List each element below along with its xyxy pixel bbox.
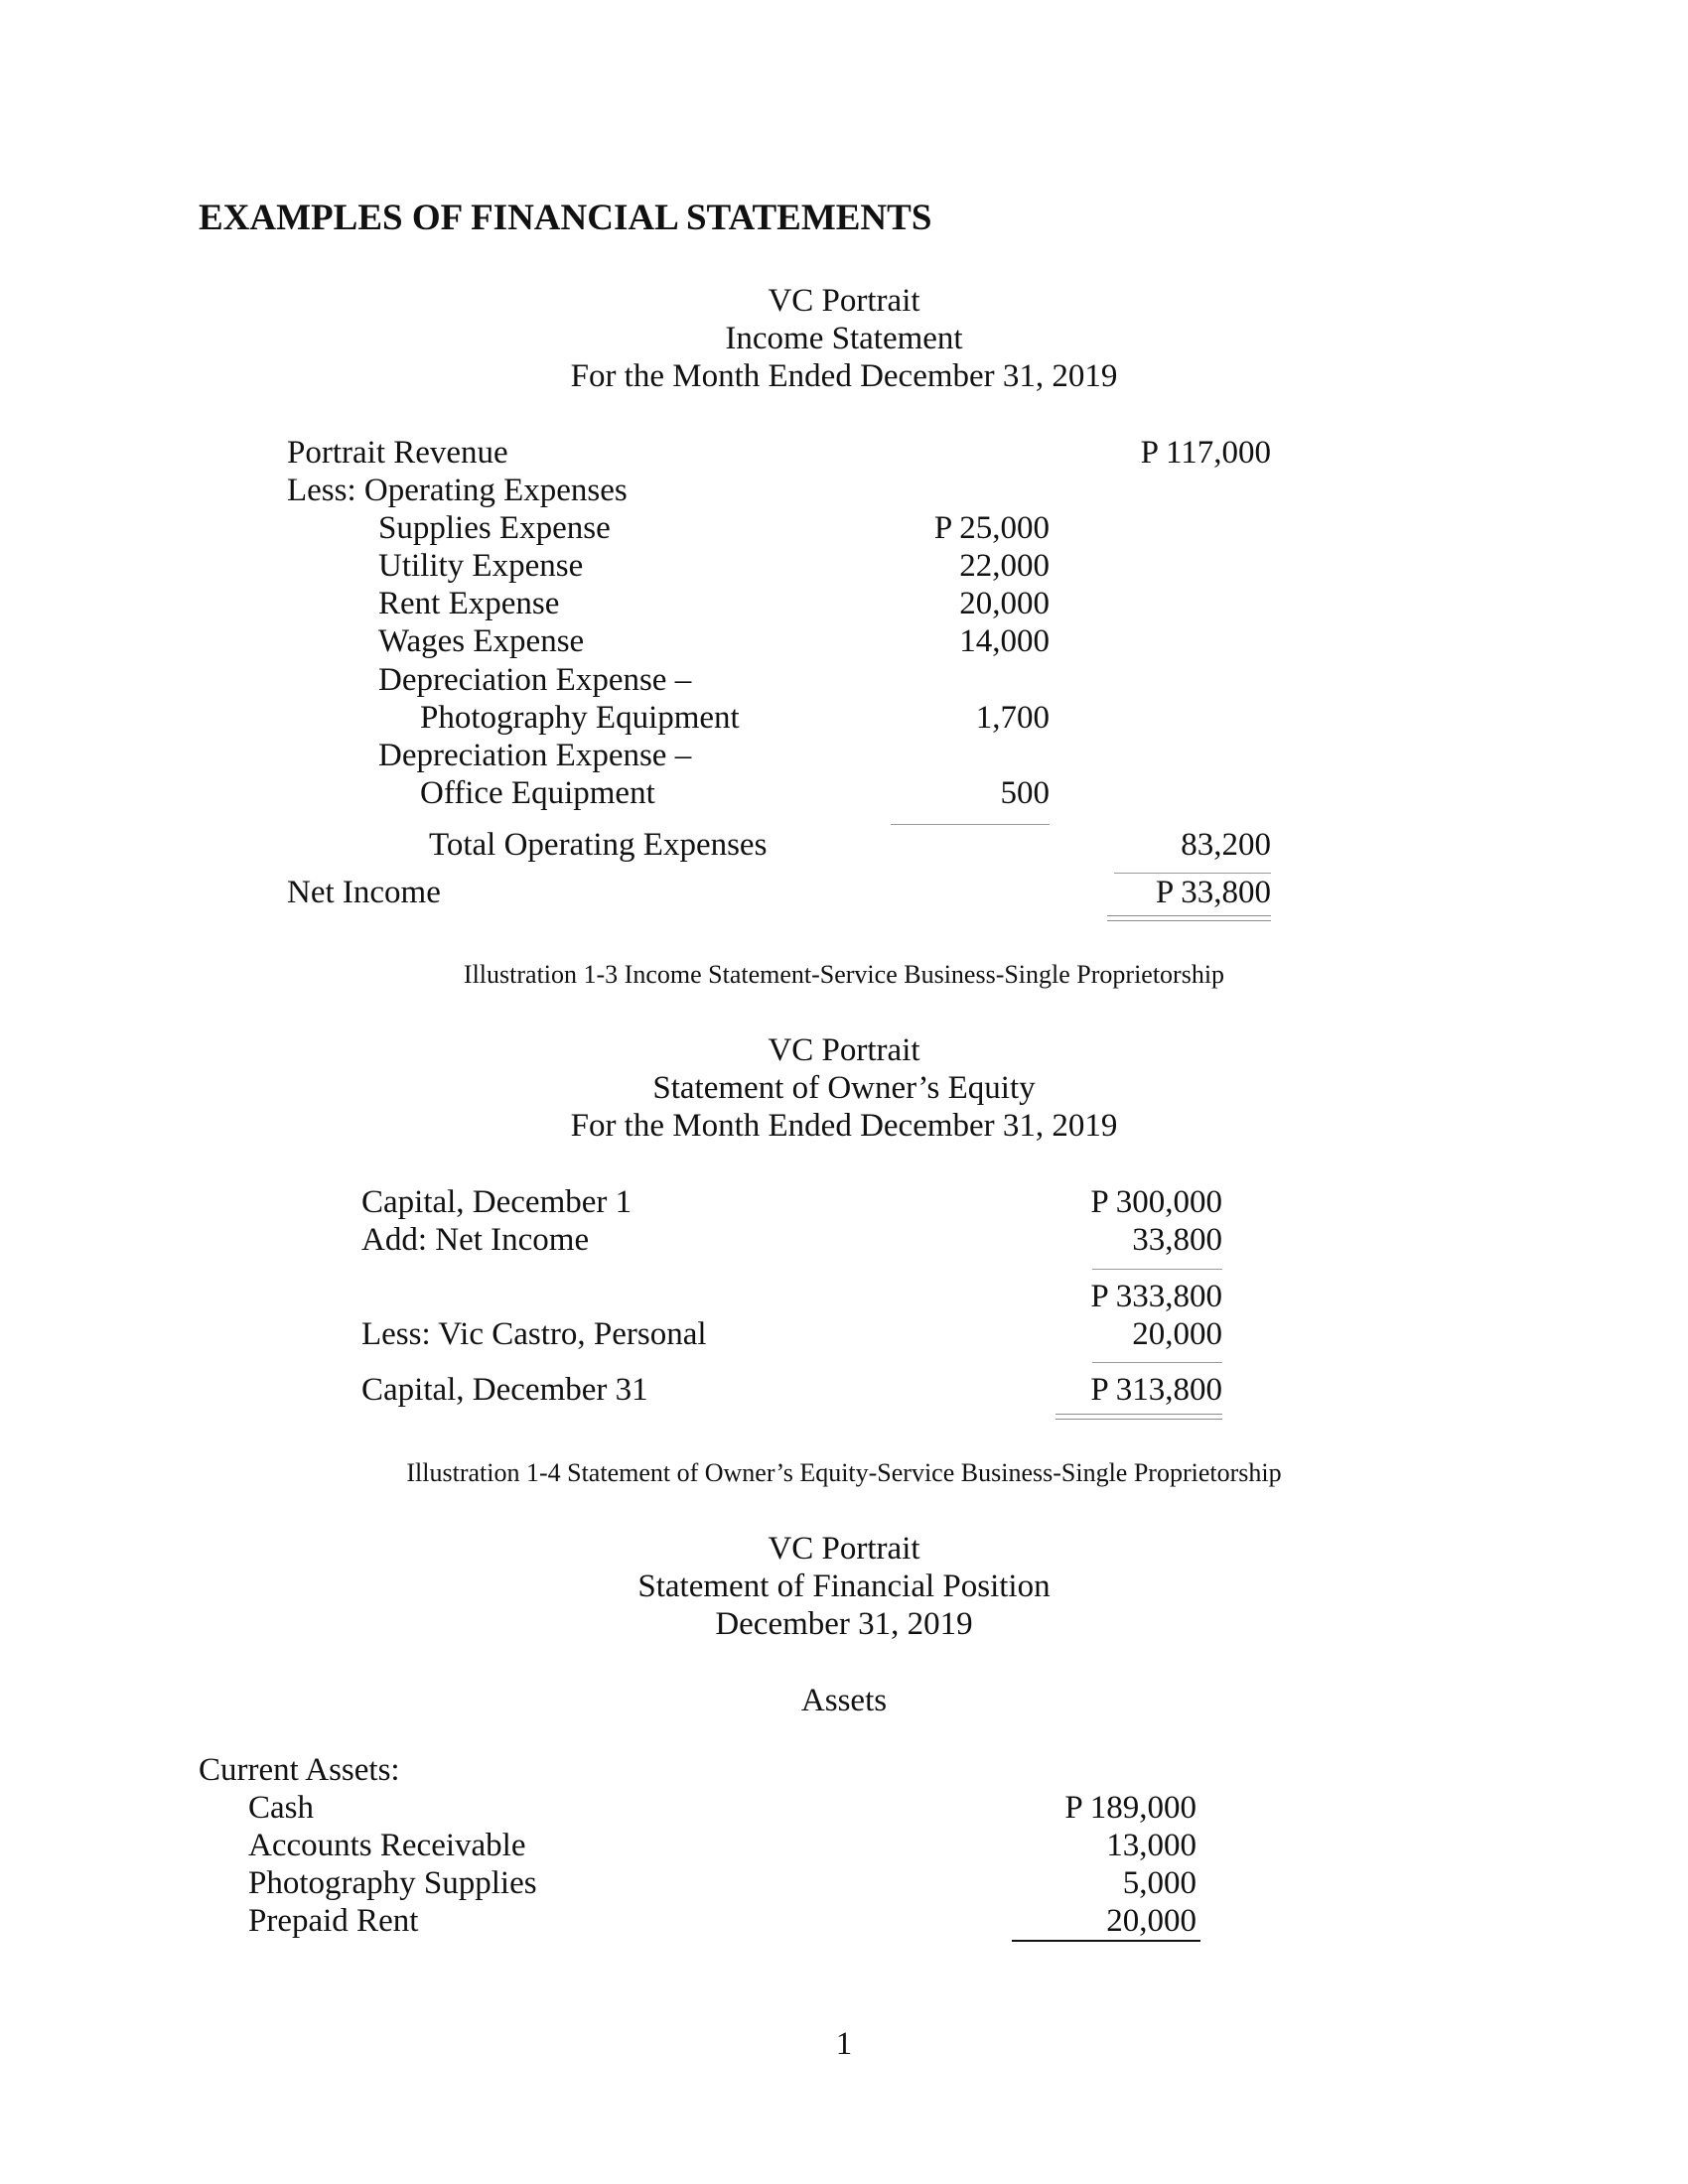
asset-value: 5,000 — [1122, 1865, 1196, 1901]
asset-label: Photography Supplies — [248, 1865, 537, 1901]
capital-begin-value: P 300,000 — [1090, 1184, 1222, 1220]
expense-label: Supplies Expense — [378, 510, 611, 546]
capital-begin-label: Capital, December 1 — [361, 1184, 633, 1220]
revenue-value: P 117,000 — [1140, 435, 1271, 471]
assets-heading: Assets — [800, 1683, 888, 1718]
expense-value: 1,700 — [975, 700, 1050, 736]
capital-end-label: Capital, December 31 — [361, 1372, 648, 1408]
fp-company: VC Portrait — [768, 1531, 920, 1567]
fp-date: December 31, 2019 — [715, 1606, 973, 1642]
current-assets-underline — [1012, 1940, 1200, 1942]
expense-label: Rent Expense — [378, 586, 560, 621]
capital-end-value: P 313,800 — [1090, 1372, 1222, 1408]
withdrawals-value: 20,000 — [1132, 1316, 1222, 1352]
add-net-income-value: 33,800 — [1132, 1222, 1222, 1258]
is-company: VC Portrait — [768, 283, 920, 319]
asset-label: Accounts Receivable — [248, 1828, 526, 1863]
expense-label: Utility Expense — [378, 548, 584, 584]
oe-caption: Illustration 1-4 Statement of Owner’s Equity-Service Business-Single Proprietorship — [406, 1458, 1282, 1487]
asset-label: Cash — [248, 1790, 314, 1826]
expense-label: Wages Expense — [378, 623, 585, 659]
asset-value: P 189,000 — [1064, 1790, 1196, 1826]
page-title: EXAMPLES OF FINANCIAL STATEMENTS — [199, 198, 932, 238]
expense-label-continued: Photography Equipment — [420, 700, 740, 736]
subtotal-underline — [1092, 1269, 1222, 1270]
subtotal-value: P 333,800 — [1090, 1279, 1222, 1314]
total-expenses-value: 83,200 — [1181, 827, 1271, 863]
expenses-underline — [891, 824, 1050, 825]
expense-value: P 25,000 — [933, 510, 1050, 546]
add-net-income-label: Add: Net Income — [361, 1222, 590, 1258]
net-income-label: Net Income — [287, 875, 441, 910]
expense-label: Depreciation Expense – — [378, 662, 692, 698]
oe-period: For the Month Ended December 31, 2019 — [570, 1108, 1118, 1144]
net-income-double-underline — [1107, 915, 1271, 921]
page-number: 1 — [835, 2026, 853, 2062]
expense-label-continued: Office Equipment — [420, 775, 655, 811]
expense-value: 500 — [1000, 775, 1050, 811]
current-assets-label: Current Assets: — [199, 1752, 400, 1788]
fp-title: Statement of Financial Position — [637, 1569, 1051, 1604]
asset-value: 13,000 — [1106, 1828, 1196, 1863]
expense-label: Depreciation Expense – — [378, 738, 692, 773]
asset-label: Prepaid Rent — [248, 1903, 419, 1939]
withdrawals-underline — [1092, 1362, 1222, 1363]
asset-value: 20,000 — [1106, 1903, 1196, 1939]
is-period: For the Month Ended December 31, 2019 — [570, 358, 1118, 394]
capital-end-double-underline — [1055, 1414, 1222, 1420]
expense-value: 14,000 — [959, 623, 1050, 659]
less-operating-expenses-label: Less: Operating Expenses — [287, 473, 628, 508]
net-income-value: P 33,800 — [1155, 875, 1271, 910]
withdrawals-label: Less: Vic Castro, Personal — [361, 1316, 707, 1352]
total-expenses-label: Total Operating Expenses — [429, 827, 768, 863]
expense-value: 22,000 — [959, 548, 1050, 584]
oe-company: VC Portrait — [768, 1032, 920, 1068]
revenue-label: Portrait Revenue — [287, 435, 508, 471]
oe-title: Statement of Owner’s Equity — [652, 1070, 1036, 1106]
expense-value: 20,000 — [959, 586, 1050, 621]
is-title: Income Statement — [725, 321, 963, 356]
is-caption: Illustration 1-3 Income Statement-Service Business-Single Proprietorship — [463, 960, 1225, 989]
